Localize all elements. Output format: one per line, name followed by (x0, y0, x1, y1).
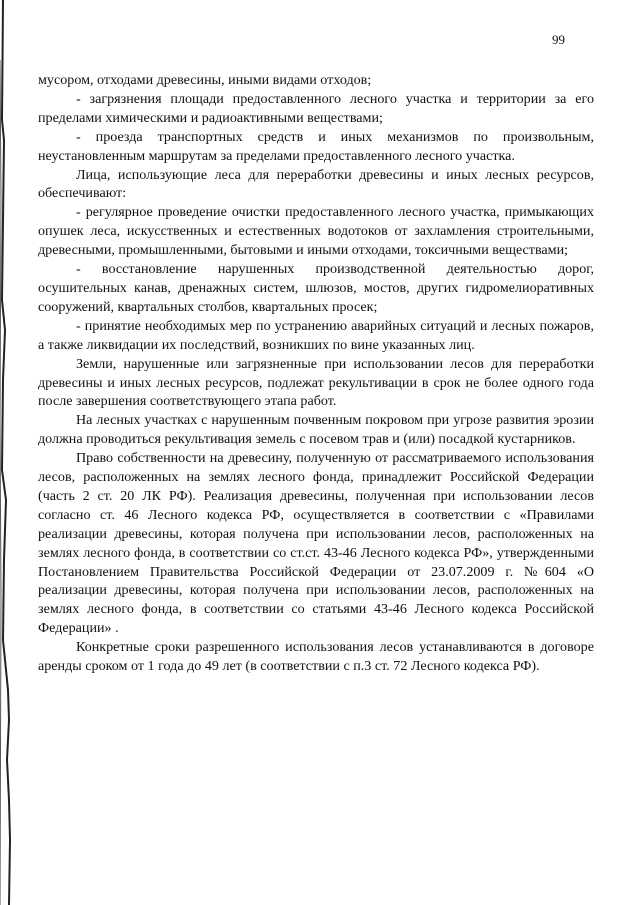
page-number: 99 (552, 32, 565, 47)
paragraph: Право собственности на древесину, полученную от рассматриваемого использования лесов, расположенных на землях лесного фонда, принадлежит Российской Федерации (часть 2 ст. 20 ЛК РФ). Реализация древесины, полученная при использовании лесов согласно ст. 46 Лесного кодекса РФ, осуществляется в соответствии с «Правилами реализации древесины, которая получена при использовании лесов, расположенных на землях лесного фонда, в соответствии со ст.ст. 43-46 Лесного кодекса РФ», утвержденными Постановлением Правительства Российской Федерации от 23.07.2009 г. №604 «О реализации древесины, которая получена при использовании лесов, расположенных на землях лесного фонда, в соответствии со статьями 43-46 Лесного кодекса Российской Федерации» . (38, 450, 594, 637)
paragraph: - принятие необходимых мер по устранению аварийных ситуаций и лесных пожаров, а также ликвидации их последствий, возникших по вине указанных лиц. (38, 317, 594, 353)
paragraph: - загрязнения площади предоставленного лесного участка и территории за его пределами химическими и радиоактивными веществами; (38, 90, 594, 126)
paragraph: - регулярное проведение очистки предоставленного лесного участка, примыкающих опушек леса, искусственных и естественных водотоков от захламления строительными, древесными, промышленными, бытовыми и иными отходами, токсичными веществами; (38, 204, 594, 259)
paragraph: мусором, отходами древесины, иными видами отходов; (38, 72, 372, 88)
paragraph: - восстановление нарушенных производственной деятельностью дорог, осушительных канав, дренажных систем, шлюзов, мостов, других гидромелиоративных сооружений, квартальных столбов, квартальных просек; (38, 261, 594, 315)
document-body (38, 71, 594, 676)
paragraph: На лесных участках с нарушенным почвенным покровом при угрозе развития эрозии должна проводиться рекультивация земель с посевом трав и (или) посадкой кустарников. (38, 412, 594, 448)
paragraph: Конкретные сроки разрешенного использования лесов устанавливаются в договоре аренды сроком от 1 года до 49 лет (в соответствии с п.3 ст. 72 Лесного кодекса РФ). (38, 639, 594, 675)
paragraph: Земли, нарушенные или загрязненные при использовании лесов для переработки древесины и иных лесных ресурсов, подлежат рекультивации в срок не более одного года после завершения соответствующего этапа работ. (38, 355, 594, 410)
paragraph: - проезда транспортных средств и иных механизмов по произвольным, неустановленным маршрутам за пределами предоставленного лесного участка. (38, 128, 594, 164)
scan-binding-edge (0, 0, 14, 905)
paragraph: Лица, использующие леса для переработки древесины и иных лесных ресурсов, обеспечивают: (38, 166, 594, 202)
